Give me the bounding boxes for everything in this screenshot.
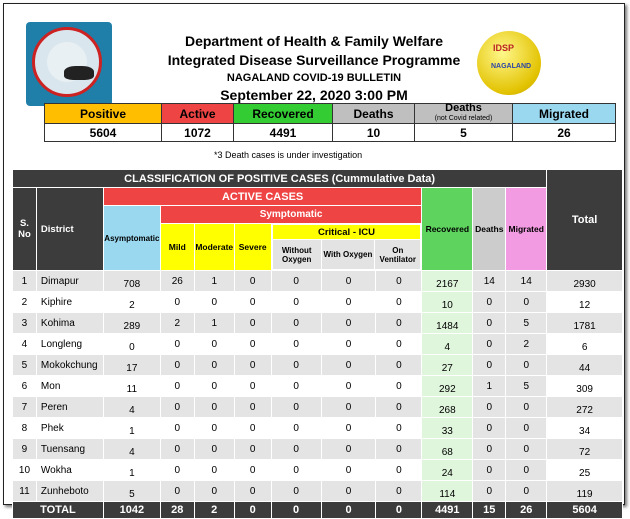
table-row	[13, 292, 623, 313]
total-mild: 28	[160, 502, 194, 519]
row-district: Zunheboto	[36, 481, 103, 502]
row-without-oxygen: 0	[271, 439, 321, 460]
row-deaths: 0	[473, 460, 506, 481]
row-recovered: 27	[422, 355, 473, 376]
row-with-oxygen: 0	[321, 460, 376, 481]
bulletin-date: September 22, 2020 3:00 PM	[220, 87, 408, 103]
row-severe: 0	[234, 313, 271, 334]
row-asymptomatic: 5	[103, 481, 160, 502]
row-migrated: 5	[506, 313, 547, 334]
row-on-ventilator: 0	[376, 313, 422, 334]
row-district: Longleng	[36, 334, 103, 355]
table-row	[13, 460, 623, 481]
header-recovered: Recovered	[422, 188, 473, 271]
table-row	[13, 376, 623, 397]
row-recovered: 68	[422, 439, 473, 460]
row-deaths: 0	[473, 439, 506, 460]
critical-subtable	[272, 224, 422, 270]
row-moderate: 1	[194, 313, 234, 334]
total-moderate: 2	[194, 502, 234, 519]
row-on-ventilator: 0	[376, 292, 422, 313]
row-mild: 0	[160, 481, 194, 502]
row-migrated: 2	[506, 334, 547, 355]
row-mild: 0	[160, 439, 194, 460]
row-total: 34	[547, 418, 623, 439]
row-district: Wokha	[36, 460, 103, 481]
row-on-ventilator: 0	[376, 397, 422, 418]
table-row	[13, 481, 623, 502]
row-recovered: 4	[422, 334, 473, 355]
summary-deaths-value: 10	[333, 124, 415, 142]
header-without-oxygen: Without Oxygen	[272, 240, 321, 270]
header-with-oxygen: With Oxygen	[321, 240, 375, 270]
row-deaths: 0	[473, 418, 506, 439]
summary-recovered-label: Recovered	[234, 104, 333, 124]
row-without-oxygen: 0	[271, 334, 321, 355]
row-total: 272	[547, 397, 623, 418]
nagaland-government-emblem	[26, 22, 112, 106]
row-district: Kiphire	[36, 292, 103, 313]
header-migrated: Migrated	[506, 188, 547, 271]
row-on-ventilator: 0	[376, 439, 422, 460]
row-mild: 0	[160, 292, 194, 313]
row-without-oxygen: 0	[271, 376, 321, 397]
row-recovered: 114	[422, 481, 473, 502]
row-total: 1781	[547, 313, 623, 334]
row-with-oxygen: 0	[321, 376, 376, 397]
row-migrated: 0	[506, 292, 547, 313]
row-without-oxygen: 0	[271, 397, 321, 418]
row-severe: 0	[234, 460, 271, 481]
mithun-icon	[64, 66, 94, 80]
row-without-oxygen: 0	[271, 418, 321, 439]
summary-active-value: 1072	[162, 124, 234, 142]
row-sno: 2	[13, 292, 37, 313]
summary-active-label: Active	[162, 104, 234, 124]
summary-noncovid-deaths-title: Deaths	[445, 102, 482, 114]
row-total: 72	[547, 439, 623, 460]
classification-table	[12, 169, 623, 519]
row-severe: 0	[234, 292, 271, 313]
row-on-ventilator: 0	[376, 376, 422, 397]
row-deaths: 0	[473, 313, 506, 334]
table-row	[13, 418, 623, 439]
row-migrated: 0	[506, 439, 547, 460]
row-with-oxygen: 0	[321, 418, 376, 439]
row-district: Mon	[36, 376, 103, 397]
row-migrated: 0	[506, 397, 547, 418]
row-without-oxygen: 0	[271, 271, 321, 292]
header-mild: Mild	[160, 224, 194, 271]
emblem-center	[47, 42, 87, 82]
row-asymptomatic: 17	[103, 355, 160, 376]
row-sno: 8	[13, 418, 37, 439]
row-without-oxygen: 0	[271, 460, 321, 481]
row-deaths: 0	[473, 397, 506, 418]
row-deaths: 1	[473, 376, 506, 397]
header-severe: Severe	[234, 224, 271, 271]
row-migrated: 0	[506, 481, 547, 502]
row-deaths: 0	[473, 481, 506, 502]
row-moderate: 1	[194, 271, 234, 292]
row-total: 12	[547, 292, 623, 313]
row-with-oxygen: 0	[321, 439, 376, 460]
row-mild: 0	[160, 460, 194, 481]
row-district: Peren	[36, 397, 103, 418]
row-sno: 11	[13, 481, 37, 502]
total-severe: 0	[234, 502, 271, 519]
row-severe: 0	[234, 334, 271, 355]
row-with-oxygen: 0	[321, 397, 376, 418]
total-grand: 5604	[547, 502, 623, 519]
table-row	[13, 397, 623, 418]
bulletin-frame	[3, 3, 625, 516]
death-note: *3 Death cases is under investigation	[214, 150, 363, 160]
row-total: 6	[547, 334, 623, 355]
row-moderate: 0	[194, 439, 234, 460]
row-district: Tuensang	[36, 439, 103, 460]
total-label: TOTAL	[13, 502, 104, 519]
row-sno: 5	[13, 355, 37, 376]
row-asymptomatic: 2	[103, 292, 160, 313]
row-on-ventilator: 0	[376, 334, 422, 355]
summary-noncovid-deaths-sub: (not Covid related)	[434, 115, 493, 122]
header-total: Total	[547, 170, 623, 271]
header-sno: S. No	[13, 188, 37, 271]
idsp-logo-text: IDSP	[493, 43, 515, 53]
row-sno: 4	[13, 334, 37, 355]
row-mild: 26	[160, 271, 194, 292]
row-on-ventilator: 0	[376, 355, 422, 376]
row-asymptomatic: 708	[103, 271, 160, 292]
row-with-oxygen: 0	[321, 292, 376, 313]
row-mild: 2	[160, 313, 194, 334]
row-migrated: 0	[506, 460, 547, 481]
row-recovered: 1484	[422, 313, 473, 334]
row-migrated: 5	[506, 376, 547, 397]
row-mild: 0	[160, 334, 194, 355]
row-sno: 3	[13, 313, 37, 334]
row-with-oxygen: 0	[321, 313, 376, 334]
row-without-oxygen: 0	[271, 292, 321, 313]
row-total: 44	[547, 355, 623, 376]
header-symptomatic: Symptomatic	[160, 206, 421, 224]
row-moderate: 0	[194, 460, 234, 481]
header-asymptomatic: Asymptomatic	[103, 206, 160, 271]
header-active-cases: ACTIVE CASES	[103, 188, 421, 206]
total-recovered: 4491	[422, 502, 473, 519]
row-moderate: 0	[194, 292, 234, 313]
summary-migrated-label: Migrated	[513, 104, 616, 124]
summary-positive-value: 5604	[45, 124, 162, 142]
row-asymptomatic: 1	[103, 418, 160, 439]
header-moderate: Moderate	[194, 224, 234, 271]
row-severe: 0	[234, 376, 271, 397]
row-moderate: 0	[194, 376, 234, 397]
row-asymptomatic: 1	[103, 460, 160, 481]
summary-noncovid-deaths-value: 5	[415, 124, 513, 142]
table-row	[13, 355, 623, 376]
row-asymptomatic: 4	[103, 439, 160, 460]
summary-noncovid-deaths-label	[415, 104, 513, 124]
programme-title: Integrated Disease Surveillance Programme	[167, 52, 461, 68]
row-with-oxygen: 0	[321, 271, 376, 292]
row-asymptomatic: 289	[103, 313, 160, 334]
row-recovered: 292	[422, 376, 473, 397]
row-asymptomatic: 0	[103, 334, 160, 355]
row-severe: 0	[234, 355, 271, 376]
idsp-logo-subtext: NAGALAND	[491, 63, 532, 70]
row-asymptomatic: 11	[103, 376, 160, 397]
row-severe: 0	[234, 439, 271, 460]
table-row	[13, 439, 623, 460]
row-recovered: 268	[422, 397, 473, 418]
summary-deaths-label: Deaths	[333, 104, 415, 124]
row-with-oxygen: 0	[321, 481, 376, 502]
row-sno: 6	[13, 376, 37, 397]
row-sno: 7	[13, 397, 37, 418]
total-without-oxygen: 0	[271, 502, 321, 519]
header-critical-icu: Critical - ICU	[272, 225, 421, 240]
summary-table	[44, 103, 616, 142]
row-with-oxygen: 0	[321, 334, 376, 355]
row-mild: 0	[160, 355, 194, 376]
header-on-ventilator: On Ventilator	[375, 240, 421, 270]
row-recovered: 24	[422, 460, 473, 481]
row-sno: 1	[13, 271, 37, 292]
table-title: CLASSIFICATION OF POSITIVE CASES (Cummulative Data)	[13, 170, 547, 188]
critical-group	[271, 224, 422, 271]
row-asymptomatic: 4	[103, 397, 160, 418]
row-total: 25	[547, 460, 623, 481]
row-on-ventilator: 0	[376, 481, 422, 502]
row-district: Phek	[36, 418, 103, 439]
summary-recovered-value: 4491	[234, 124, 333, 142]
row-on-ventilator: 0	[376, 271, 422, 292]
row-without-oxygen: 0	[271, 481, 321, 502]
row-total: 309	[547, 376, 623, 397]
row-severe: 0	[234, 418, 271, 439]
row-on-ventilator: 0	[376, 418, 422, 439]
row-migrated: 0	[506, 418, 547, 439]
row-total: 119	[547, 481, 623, 502]
row-moderate: 0	[194, 481, 234, 502]
row-deaths: 0	[473, 334, 506, 355]
row-without-oxygen: 0	[271, 313, 321, 334]
total-asymptomatic: 1042	[103, 502, 160, 519]
row-sno: 10	[13, 460, 37, 481]
row-moderate: 0	[194, 334, 234, 355]
row-deaths: 0	[473, 292, 506, 313]
row-severe: 0	[234, 271, 271, 292]
row-moderate: 0	[194, 397, 234, 418]
summary-positive-label: Positive	[45, 104, 162, 124]
row-on-ventilator: 0	[376, 460, 422, 481]
row-migrated: 0	[506, 355, 547, 376]
header-district: District	[36, 188, 103, 271]
row-deaths: 0	[473, 355, 506, 376]
total-deaths: 15	[473, 502, 506, 519]
header-deaths: Deaths	[473, 188, 506, 271]
summary-migrated-value: 26	[513, 124, 616, 142]
row-district: Kohima	[36, 313, 103, 334]
row-district: Mokokchung	[36, 355, 103, 376]
table-row	[13, 313, 623, 334]
row-without-oxygen: 0	[271, 355, 321, 376]
total-with-oxygen: 0	[321, 502, 376, 519]
row-recovered: 33	[422, 418, 473, 439]
row-mild: 0	[160, 376, 194, 397]
table-row	[13, 271, 623, 292]
row-severe: 0	[234, 481, 271, 502]
row-recovered: 10	[422, 292, 473, 313]
row-severe: 0	[234, 397, 271, 418]
row-with-oxygen: 0	[321, 355, 376, 376]
total-on-ventilator: 0	[376, 502, 422, 519]
row-district: Dimapur	[36, 271, 103, 292]
row-sno: 9	[13, 439, 37, 460]
row-mild: 0	[160, 397, 194, 418]
row-moderate: 0	[194, 355, 234, 376]
total-migrated: 26	[506, 502, 547, 519]
bulletin-title: NAGALAND COVID-19 BULLETIN	[226, 72, 402, 84]
table-row	[13, 334, 623, 355]
row-deaths: 14	[473, 271, 506, 292]
emblem-ring	[32, 27, 102, 97]
row-mild: 0	[160, 418, 194, 439]
row-moderate: 0	[194, 418, 234, 439]
row-recovered: 2167	[422, 271, 473, 292]
department-title: Department of Health & Family Welfare	[184, 33, 444, 49]
row-total: 2930	[547, 271, 623, 292]
row-migrated: 14	[506, 271, 547, 292]
